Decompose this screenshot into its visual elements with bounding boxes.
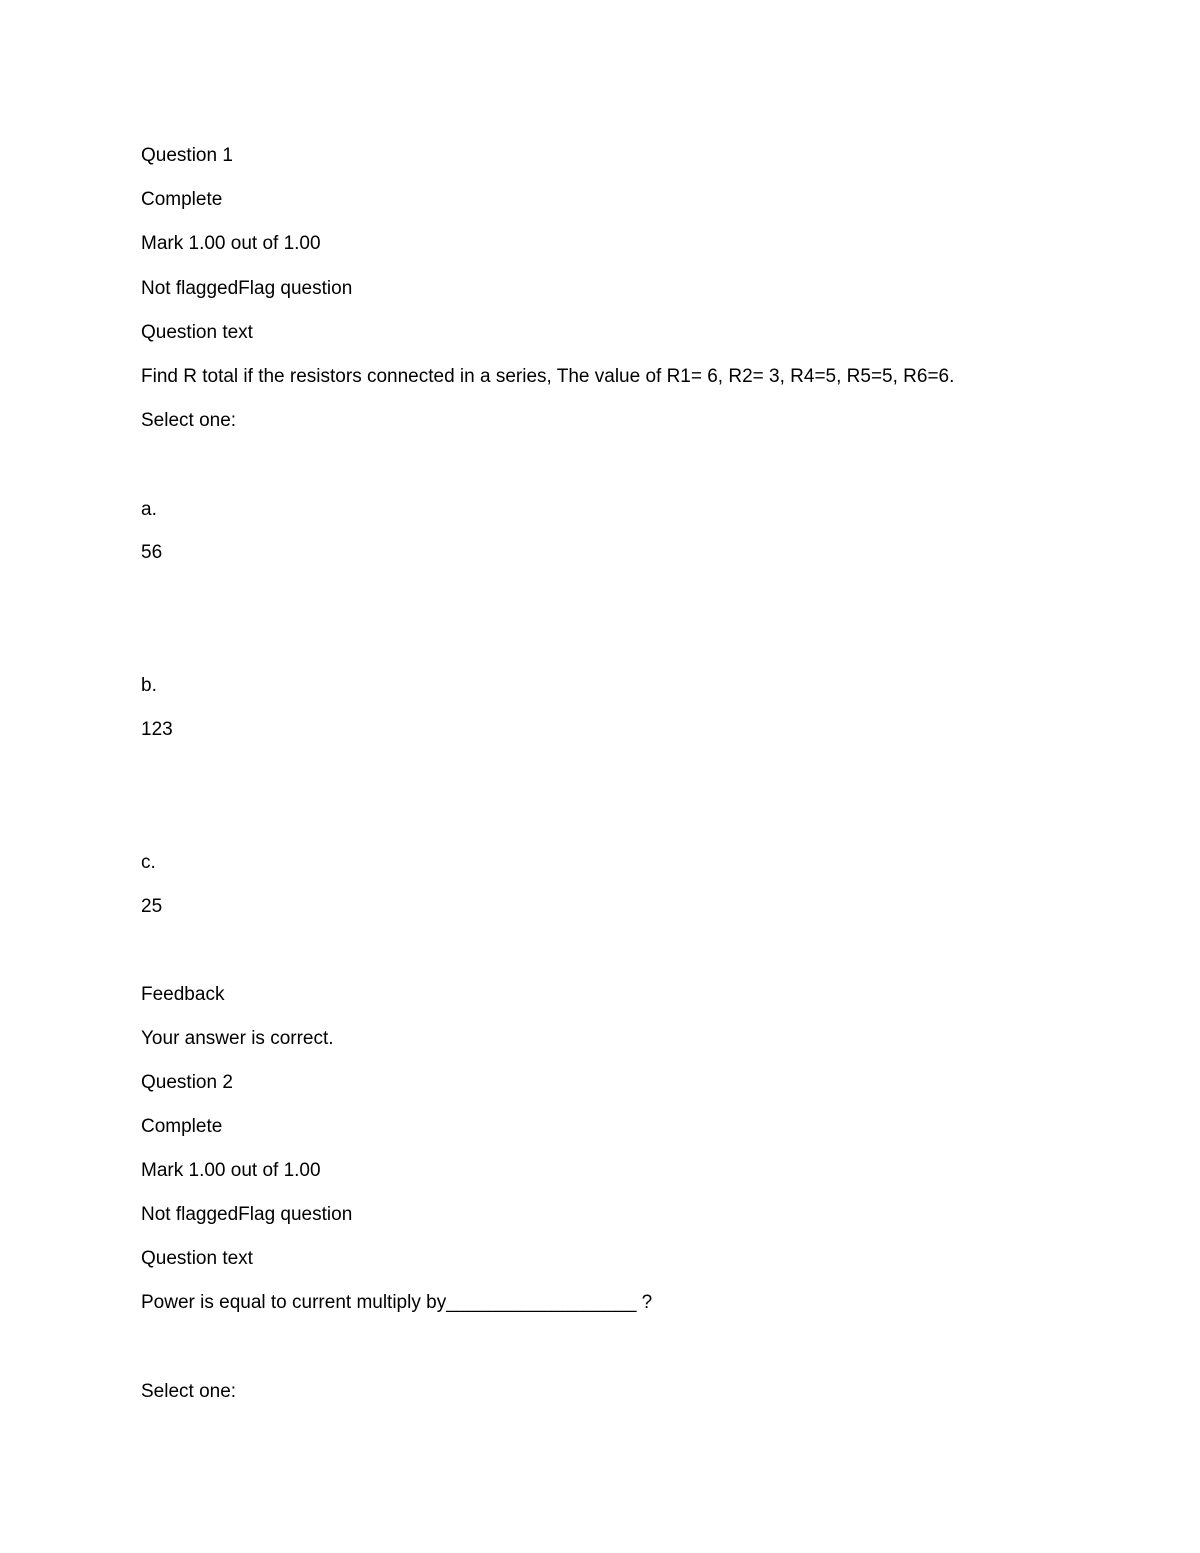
question-2-flag[interactable]: Not flaggedFlag question: [141, 1204, 353, 1225]
option-b-letter[interactable]: b.: [141, 675, 157, 696]
option-a-value[interactable]: 56: [141, 542, 163, 563]
question-2-select-label: Select one:: [141, 1381, 237, 1402]
option-b-value[interactable]: 123: [141, 719, 173, 740]
question-1-state: Complete: [141, 189, 223, 210]
question-2-text-label: Question text: [141, 1248, 253, 1269]
question-1-prompt: Find R total if the resistors connected in a series, The value of R1= 6, R2= 3, R4=5, R5=5, R6=6.: [141, 366, 955, 387]
question-2-grade: Mark 1.00 out of 1.00: [141, 1160, 321, 1181]
question-2-prompt: Power is equal to current multiply by__________________ ?: [141, 1292, 653, 1313]
question-1-feedback-label: Feedback: [141, 984, 225, 1005]
question-1-flag[interactable]: Not flaggedFlag question: [141, 278, 353, 299]
question-1-feedback: Your answer is correct.: [141, 1028, 334, 1049]
question-1-number: Question 1: [141, 145, 233, 166]
option-a-letter[interactable]: a.: [141, 499, 157, 520]
option-c-letter[interactable]: c.: [141, 852, 156, 873]
question-1-select-label: Select one:: [141, 410, 237, 431]
option-c-value[interactable]: 25: [141, 896, 163, 917]
question-2-number: Question 2: [141, 1072, 233, 1093]
question-1-text-label: Question text: [141, 322, 253, 343]
question-1-grade: Mark 1.00 out of 1.00: [141, 233, 321, 254]
question-2-state: Complete: [141, 1116, 223, 1137]
